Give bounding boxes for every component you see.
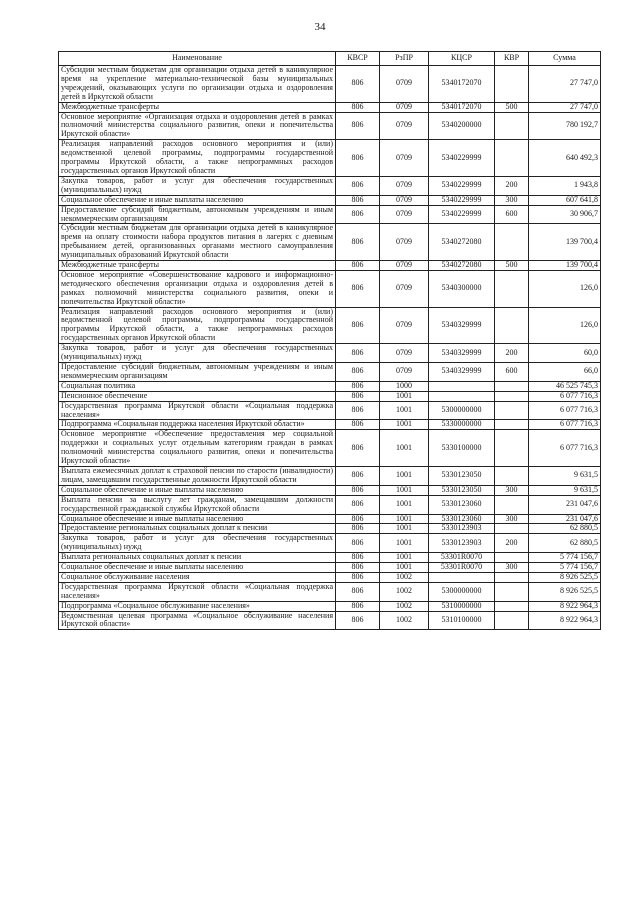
row-sum-cell: 640 492,3 (529, 140, 601, 177)
row-rzpr-cell: 0709 (380, 344, 429, 363)
table-row (59, 344, 601, 363)
row-rzpr-cell: 0709 (380, 195, 429, 205)
row-rzpr-cell: 1001 (380, 401, 429, 420)
row-sum-cell: 9 631,5 (529, 466, 601, 485)
row-sum-cell: 607 641,8 (529, 195, 601, 205)
row-kcsr-cell: 5330000000 (429, 420, 495, 430)
row-kvsr-cell: 806 (336, 572, 380, 582)
row-sum-cell: 46 525 745,3 (529, 381, 601, 391)
row-name-cell: Предоставление субсидий бюджетным, автономным учреждениям и иным некоммерческим организациям (59, 363, 336, 382)
row-kvr-cell (495, 270, 529, 307)
row-name-cell: Государственная программа Иркутской области «Социальная поддержка населения» (59, 582, 336, 601)
row-sum-cell: 126,0 (529, 307, 601, 344)
row-kcsr-cell: 5340229999 (429, 205, 495, 224)
row-sum-cell: 139 700,4 (529, 261, 601, 271)
row-kcsr-cell: 5330100000 (429, 430, 495, 467)
table-row (59, 270, 601, 307)
row-name-cell: Межбюджетные трансферты (59, 261, 336, 271)
row-kvsr-cell: 806 (336, 466, 380, 485)
row-kcsr-cell: 5330123903 (429, 534, 495, 553)
row-name-cell: Социальное обеспечение и иные выплаты населению (59, 485, 336, 495)
budget-table (58, 51, 601, 630)
row-kvsr-cell: 806 (336, 563, 380, 573)
row-kvsr-cell: 806 (336, 420, 380, 430)
row-name-cell: Межбюджетные трансферты (59, 102, 336, 112)
row-kcsr-cell: 5340329999 (429, 363, 495, 382)
row-kvsr-cell: 806 (336, 261, 380, 271)
row-kvr-cell (495, 553, 529, 563)
row-kvsr-cell: 806 (336, 112, 380, 140)
row-name-cell: Основное мероприятие «Организация отдыха и оздоровления детей в рамках полномочий министерства социального развития, опеки и попечительства Иркутской области» (59, 112, 336, 140)
row-kcsr-cell: 5340172070 (429, 102, 495, 112)
row-kvr-cell: 300 (495, 485, 529, 495)
row-kvsr-cell: 806 (336, 140, 380, 177)
table-row (59, 205, 601, 224)
table-row (59, 430, 601, 467)
row-sum-cell: 6 077 716,3 (529, 401, 601, 420)
row-kvsr-cell: 806 (336, 524, 380, 534)
row-kvr-cell (495, 601, 529, 611)
column-header-name: Наименование (59, 52, 336, 66)
column-header-rzpr: РзПР (380, 52, 429, 66)
row-kvr-cell: 200 (495, 344, 529, 363)
row-kcsr-cell: 5340272080 (429, 261, 495, 271)
table-row (59, 391, 601, 401)
table-row (59, 224, 601, 261)
row-name-cell: Социальное обеспечение и иные выплаты населению (59, 563, 336, 573)
row-kvsr-cell: 806 (336, 611, 380, 630)
row-kvsr-cell: 806 (336, 495, 380, 514)
row-kvsr-cell: 806 (336, 205, 380, 224)
row-name-cell: Субсидии местным бюджетам для организации отдыха детей в каникулярное время на оплату стоимости набора продуктов питания в лагерях с дневным пребыванием детей, организованных органами местного самоуправления муниципальных образований Иркутской области (59, 224, 336, 261)
table-row (59, 420, 601, 430)
row-kvsr-cell: 806 (336, 582, 380, 601)
page-number: 34 (314, 21, 326, 33)
row-rzpr-cell: 1001 (380, 563, 429, 573)
table-row (59, 112, 601, 140)
column-header-kvsr: КВСР (336, 52, 380, 66)
row-kvr-cell (495, 611, 529, 630)
table-row (59, 140, 601, 177)
row-sum-cell: 6 077 716,3 (529, 430, 601, 467)
row-kcsr-cell: 5310000000 (429, 601, 495, 611)
row-rzpr-cell: 1001 (380, 430, 429, 467)
row-name-cell: Субсидии местным бюджетам для организации отдыха детей в каникулярное время на укрепление материально-технической базы муниципальных учреждений, оказывающих услуги по организации отдыха и оздоровления детей в Иркутской области (59, 66, 336, 103)
row-kcsr-cell: 5330123050 (429, 466, 495, 485)
row-kcsr-cell: 5340229999 (429, 195, 495, 205)
row-kvr-cell (495, 66, 529, 103)
table-row (59, 176, 601, 195)
row-kcsr-cell: 5310100000 (429, 611, 495, 630)
row-name-cell: Выплата ежемесячных доплат к страховой пенсии по старости (инвалидности) лицам, замещавшим государственные должности Иркутской области (59, 466, 336, 485)
table-row (59, 381, 601, 391)
row-rzpr-cell: 0709 (380, 307, 429, 344)
table-row (59, 261, 601, 271)
row-kvsr-cell: 806 (336, 307, 380, 344)
row-rzpr-cell: 1002 (380, 582, 429, 601)
row-rzpr-cell: 1002 (380, 572, 429, 582)
row-sum-cell: 5 774 156,7 (529, 563, 601, 573)
row-kvr-cell: 300 (495, 563, 529, 573)
row-kcsr-cell: 5300000000 (429, 582, 495, 601)
row-name-cell: Пенсионное обеспечение (59, 391, 336, 401)
row-rzpr-cell: 1001 (380, 495, 429, 514)
table-body (59, 66, 601, 630)
row-name-cell: Закупка товаров, работ и услуг для обеспечения государственных (муниципальных) нужд (59, 176, 336, 195)
row-kvsr-cell: 806 (336, 66, 380, 103)
row-rzpr-cell: 0709 (380, 140, 429, 177)
row-kvsr-cell: 806 (336, 195, 380, 205)
row-kvsr-cell: 806 (336, 270, 380, 307)
row-kvr-cell (495, 391, 529, 401)
row-name-cell: Ведомственная целевая программа «Социальное обслуживание населения Иркутской области» (59, 611, 336, 630)
row-kvr-cell: 600 (495, 363, 529, 382)
row-rzpr-cell: 1001 (380, 466, 429, 485)
row-rzpr-cell: 1001 (380, 514, 429, 524)
row-kvr-cell (495, 140, 529, 177)
row-name-cell: Основное мероприятие «Обеспечение предоставления мер социальной поддержки и социальных услуг отдельным категориям граждан в рамках полномочий министерства социального развития, опеки и попечительства Иркутской области» (59, 430, 336, 467)
row-kvr-cell (495, 430, 529, 467)
row-rzpr-cell: 0709 (380, 112, 429, 140)
row-kvr-cell: 300 (495, 195, 529, 205)
row-kvsr-cell: 806 (336, 485, 380, 495)
row-kcsr-cell: 5340300000 (429, 270, 495, 307)
column-header-kvr: КВР (495, 52, 529, 66)
row-kvsr-cell: 806 (336, 401, 380, 420)
row-kvsr-cell: 806 (336, 224, 380, 261)
column-header-sum: Сумма (529, 52, 601, 66)
table-row (59, 495, 601, 514)
row-sum-cell: 27 747,0 (529, 102, 601, 112)
row-kvsr-cell: 806 (336, 391, 380, 401)
row-kvr-cell (495, 582, 529, 601)
row-sum-cell: 231 047,6 (529, 495, 601, 514)
table-row (59, 601, 601, 611)
row-name-cell: Государственная программа Иркутской области «Социальная поддержка населения» (59, 401, 336, 420)
table-header-row (59, 52, 601, 66)
row-kcsr-cell (429, 572, 495, 582)
row-kcsr-cell (429, 391, 495, 401)
row-kvr-cell (495, 524, 529, 534)
row-rzpr-cell: 1000 (380, 381, 429, 391)
row-kvsr-cell: 806 (336, 363, 380, 382)
row-sum-cell: 6 077 716,3 (529, 420, 601, 430)
row-kvsr-cell: 806 (336, 534, 380, 553)
row-rzpr-cell: 0709 (380, 176, 429, 195)
row-kvsr-cell: 806 (336, 344, 380, 363)
row-kcsr-cell: 5340272080 (429, 224, 495, 261)
row-kvsr-cell: 806 (336, 102, 380, 112)
table-row (59, 524, 601, 534)
table-row (59, 611, 601, 630)
table-row (59, 102, 601, 112)
row-rzpr-cell: 0709 (380, 66, 429, 103)
row-kcsr-cell: 5330123903 (429, 524, 495, 534)
row-kvsr-cell: 806 (336, 553, 380, 563)
row-sum-cell: 6 077 716,3 (529, 391, 601, 401)
row-kvr-cell: 300 (495, 514, 529, 524)
row-rzpr-cell: 0709 (380, 102, 429, 112)
row-kvr-cell (495, 307, 529, 344)
row-sum-cell: 780 192,7 (529, 112, 601, 140)
row-rzpr-cell: 0709 (380, 363, 429, 382)
row-rzpr-cell: 1002 (380, 601, 429, 611)
row-kcsr-cell (429, 381, 495, 391)
row-sum-cell: 27 747,0 (529, 66, 601, 103)
row-rzpr-cell: 1001 (380, 553, 429, 563)
table-row (59, 572, 601, 582)
table-row (59, 363, 601, 382)
row-name-cell: Социальное обеспечение и иные выплаты населению (59, 195, 336, 205)
table-row (59, 553, 601, 563)
table-row (59, 66, 601, 103)
row-kvr-cell (495, 572, 529, 582)
row-kvr-cell (495, 112, 529, 140)
row-name-cell: Закупка товаров, работ и услуг для обеспечения государственных (муниципальных) нужд (59, 534, 336, 553)
row-kcsr-cell: 5330123060 (429, 514, 495, 524)
row-rzpr-cell: 0709 (380, 205, 429, 224)
row-sum-cell: 62 880,5 (529, 524, 601, 534)
row-name-cell: Выплата пенсии за выслугу лет гражданам, замещавшим должности государственной гражданской службы Иркутской области (59, 495, 336, 514)
row-kvr-cell: 200 (495, 534, 529, 553)
row-kvr-cell (495, 420, 529, 430)
row-kcsr-cell: 53301R0070 (429, 563, 495, 573)
row-sum-cell: 231 047,6 (529, 514, 601, 524)
row-name-cell: Реализация направлений расходов основного мероприятия и (или) ведомственной целевой программы, подпрограммы государственной программы Иркутской области, а также непрограммных расходов государственных органов Иркутской области (59, 140, 336, 177)
row-kvr-cell (495, 495, 529, 514)
row-name-cell: Социальное обеспечение и иные выплаты населению (59, 514, 336, 524)
row-kvr-cell: 600 (495, 205, 529, 224)
table-row (59, 401, 601, 420)
row-sum-cell: 126,0 (529, 270, 601, 307)
row-kcsr-cell: 5340329999 (429, 344, 495, 363)
row-kvr-cell: 200 (495, 176, 529, 195)
row-sum-cell: 8 922 964,3 (529, 611, 601, 630)
row-kvsr-cell: 806 (336, 176, 380, 195)
row-rzpr-cell: 0709 (380, 270, 429, 307)
table-row (59, 582, 601, 601)
row-kvsr-cell: 806 (336, 430, 380, 467)
row-rzpr-cell: 1001 (380, 420, 429, 430)
row-name-cell: Закупка товаров, работ и услуг для обеспечения государственных (муниципальных) нужд (59, 344, 336, 363)
row-rzpr-cell: 0709 (380, 261, 429, 271)
row-kvr-cell: 500 (495, 102, 529, 112)
row-sum-cell: 139 700,4 (529, 224, 601, 261)
row-kvr-cell (495, 381, 529, 391)
table-row (59, 307, 601, 344)
row-kvr-cell (495, 401, 529, 420)
row-sum-cell: 8 926 525,5 (529, 572, 601, 582)
row-name-cell: Социальное обслуживание населения (59, 572, 336, 582)
row-name-cell: Выплата региональных социальных доплат к пенсии (59, 553, 336, 563)
row-rzpr-cell: 1001 (380, 534, 429, 553)
table-row (59, 514, 601, 524)
row-name-cell: Социальная политика (59, 381, 336, 391)
column-header-kcsr: КЦСР (429, 52, 495, 66)
row-kcsr-cell: 5330123060 (429, 495, 495, 514)
row-rzpr-cell: 1001 (380, 524, 429, 534)
row-name-cell: Предоставление региональных социальных доплат к пенсии (59, 524, 336, 534)
row-kcsr-cell: 5340329999 (429, 307, 495, 344)
row-name-cell: Реализация направлений расходов основного мероприятия и (или) ведомственной целевой программы, подпрограммы государственной программы Иркутской области, а также непрограммных расходов государственных органов Иркутской области (59, 307, 336, 344)
row-sum-cell: 5 774 156,7 (529, 553, 601, 563)
row-sum-cell: 62 880,5 (529, 534, 601, 553)
row-name-cell: Предоставление субсидий бюджетным, автономным учреждениям и иным некоммерческим организациям (59, 205, 336, 224)
row-rzpr-cell: 1002 (380, 611, 429, 630)
row-sum-cell: 8 922 964,3 (529, 601, 601, 611)
row-kcsr-cell: 53301R0070 (429, 553, 495, 563)
row-rzpr-cell: 0709 (380, 224, 429, 261)
table-row (59, 466, 601, 485)
row-kvr-cell: 500 (495, 261, 529, 271)
table-row (59, 195, 601, 205)
row-kvr-cell (495, 466, 529, 485)
row-sum-cell: 9 631,5 (529, 485, 601, 495)
row-sum-cell: 30 906,7 (529, 205, 601, 224)
row-kcsr-cell: 5340172070 (429, 66, 495, 103)
row-kcsr-cell: 5330123050 (429, 485, 495, 495)
row-kcsr-cell: 5340229999 (429, 140, 495, 177)
row-kcsr-cell: 5340229999 (429, 176, 495, 195)
row-sum-cell: 8 926 525,5 (529, 582, 601, 601)
row-kvsr-cell: 806 (336, 514, 380, 524)
row-name-cell: Подпрограмма «Социальное обслуживание населения» (59, 601, 336, 611)
row-kcsr-cell: 5300000000 (429, 401, 495, 420)
row-rzpr-cell: 1001 (380, 391, 429, 401)
row-kcsr-cell: 5340200000 (429, 112, 495, 140)
row-kvsr-cell: 806 (336, 601, 380, 611)
row-kvsr-cell: 806 (336, 381, 380, 391)
table-row (59, 534, 601, 553)
row-name-cell: Подпрограмма «Социальная поддержка населения Иркутской области» (59, 420, 336, 430)
row-name-cell: Основное мероприятие «Совершенствование кадрового и информационно-методического обеспечения организации отдыха и оздоровления детей в рамках полномочий министерства социального развития, опеки и попечительства Иркутской области» (59, 270, 336, 307)
table-row (59, 563, 601, 573)
row-sum-cell: 1 943,8 (529, 176, 601, 195)
row-sum-cell: 60,0 (529, 344, 601, 363)
table-row (59, 485, 601, 495)
row-rzpr-cell: 1001 (380, 485, 429, 495)
row-kvr-cell (495, 224, 529, 261)
row-sum-cell: 66,0 (529, 363, 601, 382)
